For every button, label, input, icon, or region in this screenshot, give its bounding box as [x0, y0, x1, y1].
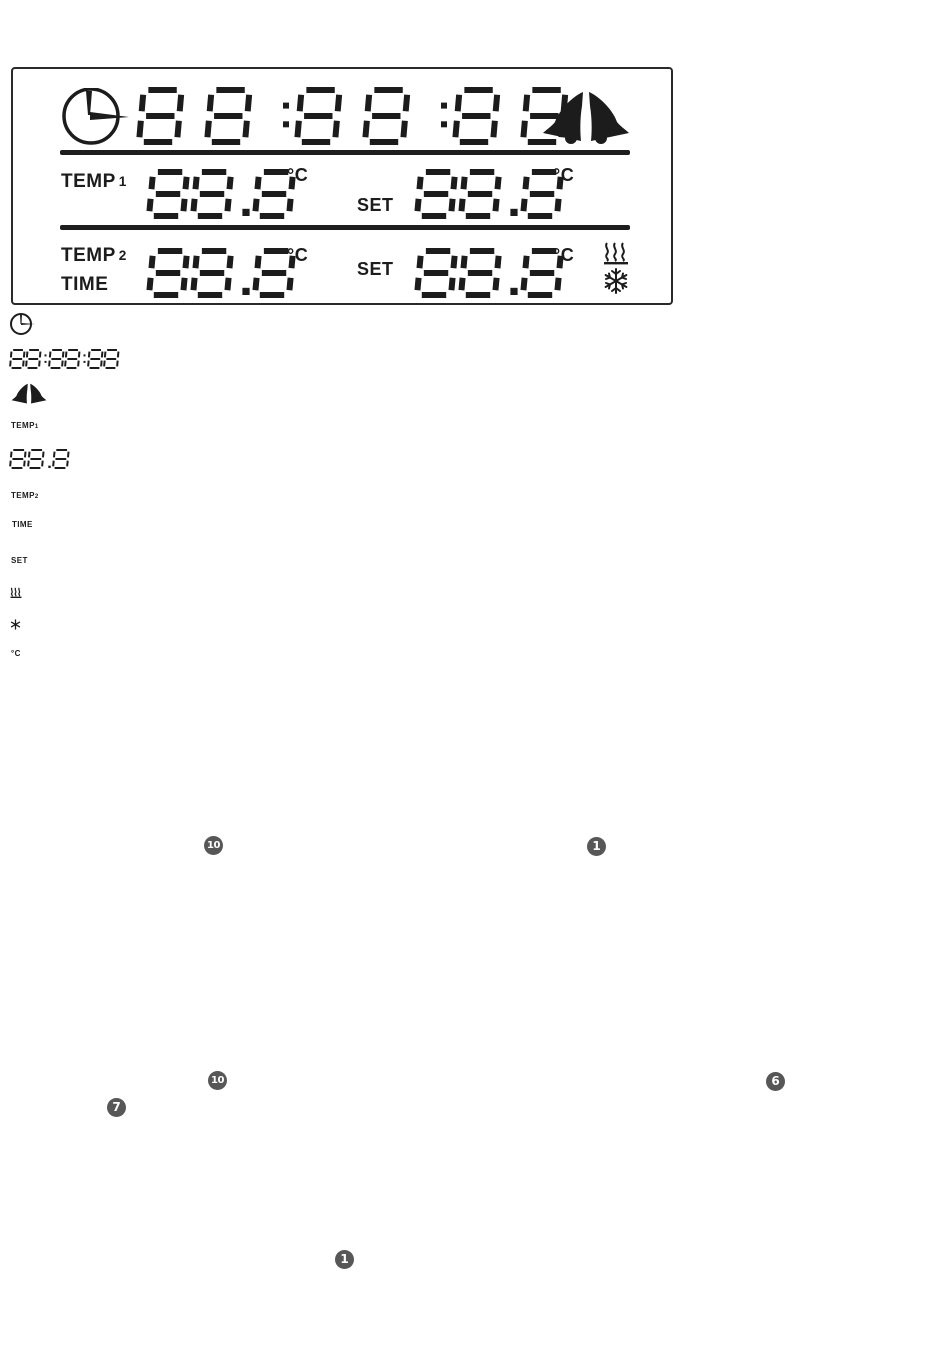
seg-digit: [149, 251, 186, 295]
seg-digit: [417, 172, 454, 216]
segment: [255, 199, 256, 211]
segment: [42, 461, 43, 467]
callout-badge-1: 1: [335, 1250, 354, 1269]
segment: [29, 452, 30, 458]
segment: [419, 256, 420, 268]
legend-celsius-label: °C: [11, 649, 21, 658]
temp2-digits: [149, 249, 289, 297]
segment: [149, 278, 150, 290]
legend-heat-icon: [10, 587, 22, 598]
segment: [227, 278, 228, 290]
colon-dot: [441, 121, 447, 127]
segment: [78, 361, 79, 367]
segment: [62, 361, 63, 367]
segment: [105, 352, 106, 358]
segment: [455, 121, 456, 137]
legend-alarm-bells-icon: [10, 381, 48, 405]
segment: [207, 121, 208, 137]
segment: [151, 177, 152, 189]
segment: [227, 199, 228, 211]
segment: [453, 177, 454, 189]
segment: [118, 352, 119, 358]
lcd-display-panel: [11, 67, 673, 305]
seg-digit: [10, 350, 24, 368]
segment: [66, 352, 67, 358]
segment: [497, 256, 498, 268]
colon-dot: [45, 361, 47, 363]
segment: [40, 352, 41, 358]
segment: [229, 177, 230, 189]
segment: [49, 361, 50, 367]
segment: [193, 278, 194, 290]
callout-badge-10: 10: [204, 836, 223, 855]
segment: [117, 361, 118, 367]
segment: [101, 361, 102, 367]
segment: [417, 199, 418, 211]
segment: [557, 278, 558, 290]
seg-digit: [28, 450, 43, 468]
colon-dot: [441, 103, 447, 109]
segment: [193, 199, 194, 211]
segment: [525, 177, 526, 189]
segment: [451, 278, 452, 290]
set1-label: SET: [357, 195, 394, 215]
seg-digit: [365, 90, 407, 142]
segment: [255, 278, 256, 290]
colon-dot: [283, 103, 289, 109]
segment: [523, 199, 524, 211]
segment: [257, 256, 258, 268]
segment: [453, 256, 454, 268]
segment: [497, 177, 498, 189]
legend-temp2-label: TEMP2: [11, 491, 39, 500]
clock-digits: [139, 88, 539, 148]
seg-digit: [461, 172, 498, 216]
segment: [338, 95, 339, 111]
callout-badge-6: 6: [766, 1072, 785, 1091]
callout-badge-10: 10: [208, 1071, 227, 1090]
segment: [26, 361, 27, 367]
set1-unit: °C: [553, 165, 575, 185]
divider-top: [60, 150, 630, 155]
seg-digit: [49, 350, 63, 368]
segment: [149, 199, 150, 211]
clock-icon: [61, 88, 131, 148]
temp1-label: TEMP $_1$: [61, 171, 127, 192]
time-label: TIME: [61, 274, 109, 295]
segment: [185, 177, 186, 189]
snowflake-icon: [603, 268, 629, 294]
segment: [183, 199, 184, 211]
seg-digit: [417, 251, 454, 295]
seg-digit: [461, 251, 498, 295]
seg-digit: [65, 350, 79, 368]
segment: [11, 352, 12, 358]
segment: [50, 352, 51, 358]
seg-digit: [139, 90, 181, 142]
segment: [461, 278, 462, 290]
segment: [183, 278, 184, 290]
segment: [495, 278, 496, 290]
segment: [24, 352, 25, 358]
seg-digit: [104, 350, 118, 368]
segment: [463, 177, 464, 189]
callout-badge-1: 1: [587, 837, 606, 856]
segment: [406, 95, 407, 111]
callout-badge-7: 7: [107, 1098, 126, 1117]
segment: [28, 461, 29, 467]
seg-digit: [26, 350, 40, 368]
segment: [289, 278, 290, 290]
legend-clock-digits: [10, 348, 150, 370]
segment: [142, 95, 143, 111]
temp1-unit: °C: [287, 165, 309, 185]
segment: [11, 452, 12, 458]
legend-time-label: TIME: [12, 520, 33, 529]
segment: [458, 95, 459, 111]
colon-dot: [84, 361, 86, 363]
segment: [248, 95, 249, 111]
segment: [54, 452, 55, 458]
temp1-digits: [149, 170, 289, 218]
seg-digit: [297, 90, 339, 142]
segment: [289, 199, 290, 211]
legend-set-label: SET: [11, 556, 28, 565]
segment: [104, 361, 105, 367]
set2-label: SET: [357, 259, 394, 279]
seg-digit: [149, 172, 186, 216]
segment: [495, 199, 496, 211]
legend-temp1-label: TEMP1: [11, 421, 39, 430]
segment: [368, 95, 369, 111]
segment: [67, 461, 68, 467]
segment: [557, 199, 558, 211]
segment: [63, 352, 64, 358]
decimal-dot: [510, 288, 517, 295]
segment: [25, 452, 26, 458]
segment: [195, 177, 196, 189]
segment: [463, 256, 464, 268]
segment: [79, 352, 80, 358]
seg-digit: [193, 172, 230, 216]
set1-digits: [417, 170, 557, 218]
segment: [461, 199, 462, 211]
segment: [89, 352, 90, 358]
segment: [297, 121, 298, 137]
segment: [53, 461, 54, 467]
segment: [10, 361, 11, 367]
segment: [451, 199, 452, 211]
seg-digit: [455, 90, 497, 142]
decimal-dot: [48, 466, 50, 468]
heat-icon: [603, 241, 629, 265]
segment: [23, 361, 24, 367]
colon-dot: [84, 354, 86, 356]
segment: [419, 177, 420, 189]
segment: [27, 352, 28, 358]
set2-digits: [417, 249, 557, 297]
segment: [102, 352, 103, 358]
segment: [257, 177, 258, 189]
set2-unit: °C: [553, 245, 575, 265]
divider-bottom: [60, 225, 630, 230]
segment: [68, 452, 69, 458]
segment: [229, 256, 230, 268]
seg-digit: [88, 350, 102, 368]
segment: [493, 121, 494, 137]
segment: [417, 278, 418, 290]
seg-digit: [53, 450, 68, 468]
temp2-label: TEMP $_2$: [61, 245, 127, 266]
segment: [10, 461, 11, 467]
segment: [88, 361, 89, 367]
segment: [403, 121, 404, 137]
seg-digit: [193, 251, 230, 295]
colon-dot: [45, 354, 47, 356]
segment: [43, 452, 44, 458]
decimal-dot: [510, 209, 517, 216]
decimal-dot: [242, 209, 249, 216]
segment: [151, 256, 152, 268]
segment: [65, 361, 66, 367]
legend-clock-icon: [10, 312, 38, 336]
temp2-unit: °C: [287, 245, 309, 265]
segment: [526, 95, 527, 111]
segment: [195, 256, 196, 268]
segment: [300, 95, 301, 111]
segment: [180, 95, 181, 111]
segment: [210, 95, 211, 111]
legend-temp-digits: [10, 448, 80, 470]
segment: [39, 361, 40, 367]
alarm-bells-icon: [539, 86, 633, 144]
segment: [24, 461, 25, 467]
segment: [496, 95, 497, 111]
segment: [245, 121, 246, 137]
seg-digit: [207, 90, 249, 142]
segment: [523, 121, 524, 137]
segment: [335, 121, 336, 137]
segment: [523, 278, 524, 290]
segment: [525, 256, 526, 268]
segment: [139, 121, 140, 137]
segment: [185, 256, 186, 268]
seg-digit: [10, 450, 25, 468]
segment: [365, 121, 366, 137]
colon-dot: [283, 121, 289, 127]
segment: [177, 121, 178, 137]
decimal-dot: [242, 288, 249, 295]
legend-snowflake-icon: [10, 619, 21, 630]
